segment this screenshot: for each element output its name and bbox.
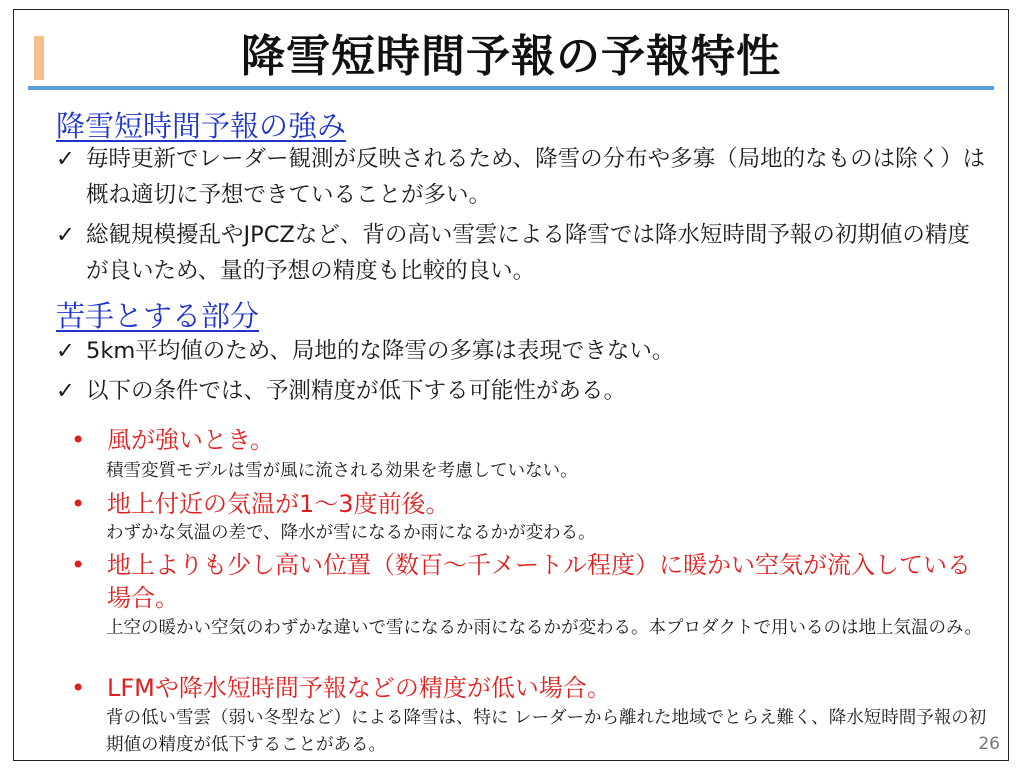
weakness-item: [56, 333, 990, 369]
bullet-icon: •: [71, 490, 86, 518]
condition-title: LFMや降水短時間予報などの精度が低い場合。: [107, 674, 611, 702]
strength-item: [56, 141, 990, 213]
condition-title: 地上よりも少し高い位置（数百～千メートル程度）に暖かい空気が流入している場合。: [107, 551, 971, 612]
condition-item: [71, 672, 990, 705]
weakness-item: [56, 373, 990, 409]
strength-item-text: 総観規模擾乱やJPCZなど、背の高い雪雲による降雪では降水短時間予報の初期値の精度が良いため、量的予想の精度も比較的良い。: [86, 222, 970, 284]
section-heading-strengths: 降雪短時間予報の強み: [56, 109, 347, 143]
section-heading-weaknesses: 苦手とする部分: [56, 299, 260, 333]
strength-item: [56, 217, 990, 289]
condition-note: わずかな気温の差で、降水が雪になるか雨になるかが変わる。: [106, 523, 596, 543]
slide-title: 降雪短時間予報の予報特性: [241, 31, 781, 82]
condition-item: [71, 549, 990, 615]
condition-note: 背の低い雪雲（弱い冬型など）による降雪は、特に レーダーから離れた地域でとらえ難く、降水短時間予報の初期値の精度が低下することがある。: [106, 708, 987, 755]
check-icon: ✓: [56, 338, 75, 364]
condition-title: 風が強いとき。: [107, 426, 275, 454]
check-icon: ✓: [56, 222, 75, 248]
condition-title: 地上付近の気温が1～3度前後。: [107, 490, 450, 518]
bullet-icon: •: [71, 551, 86, 579]
condition-note: 上空の暖かい空気のわずかな違いで雪になるか雨になるかが変わる。本プロダクトで用いるのは地上気温のみ。: [106, 618, 983, 638]
bullet-icon: •: [71, 426, 86, 454]
slide: [13, 9, 1009, 761]
bullet-icon: •: [71, 674, 86, 702]
slide-content: [14, 10, 1008, 760]
check-icon: ✓: [56, 378, 75, 404]
strength-item-text: 毎時更新でレーダー観測が反映されるため、降雪の分布や多寡（局地的なものは除く）は概ね適切に予想できていることが多い。: [86, 146, 986, 208]
condition-item: [71, 424, 990, 457]
condition-item: [71, 488, 990, 521]
check-icon: ✓: [56, 146, 75, 172]
weakness-item-text: 以下の条件では、予測精度が低下する可能性がある。: [86, 378, 627, 404]
condition-note: 積雪変質モデルは雪が風に流される効果を考慮していない。: [106, 461, 578, 481]
weakness-item-text: 5km平均値のため、局地的な降雪の多寡は表現できない。: [86, 338, 675, 364]
page-number: 26: [978, 734, 1000, 754]
